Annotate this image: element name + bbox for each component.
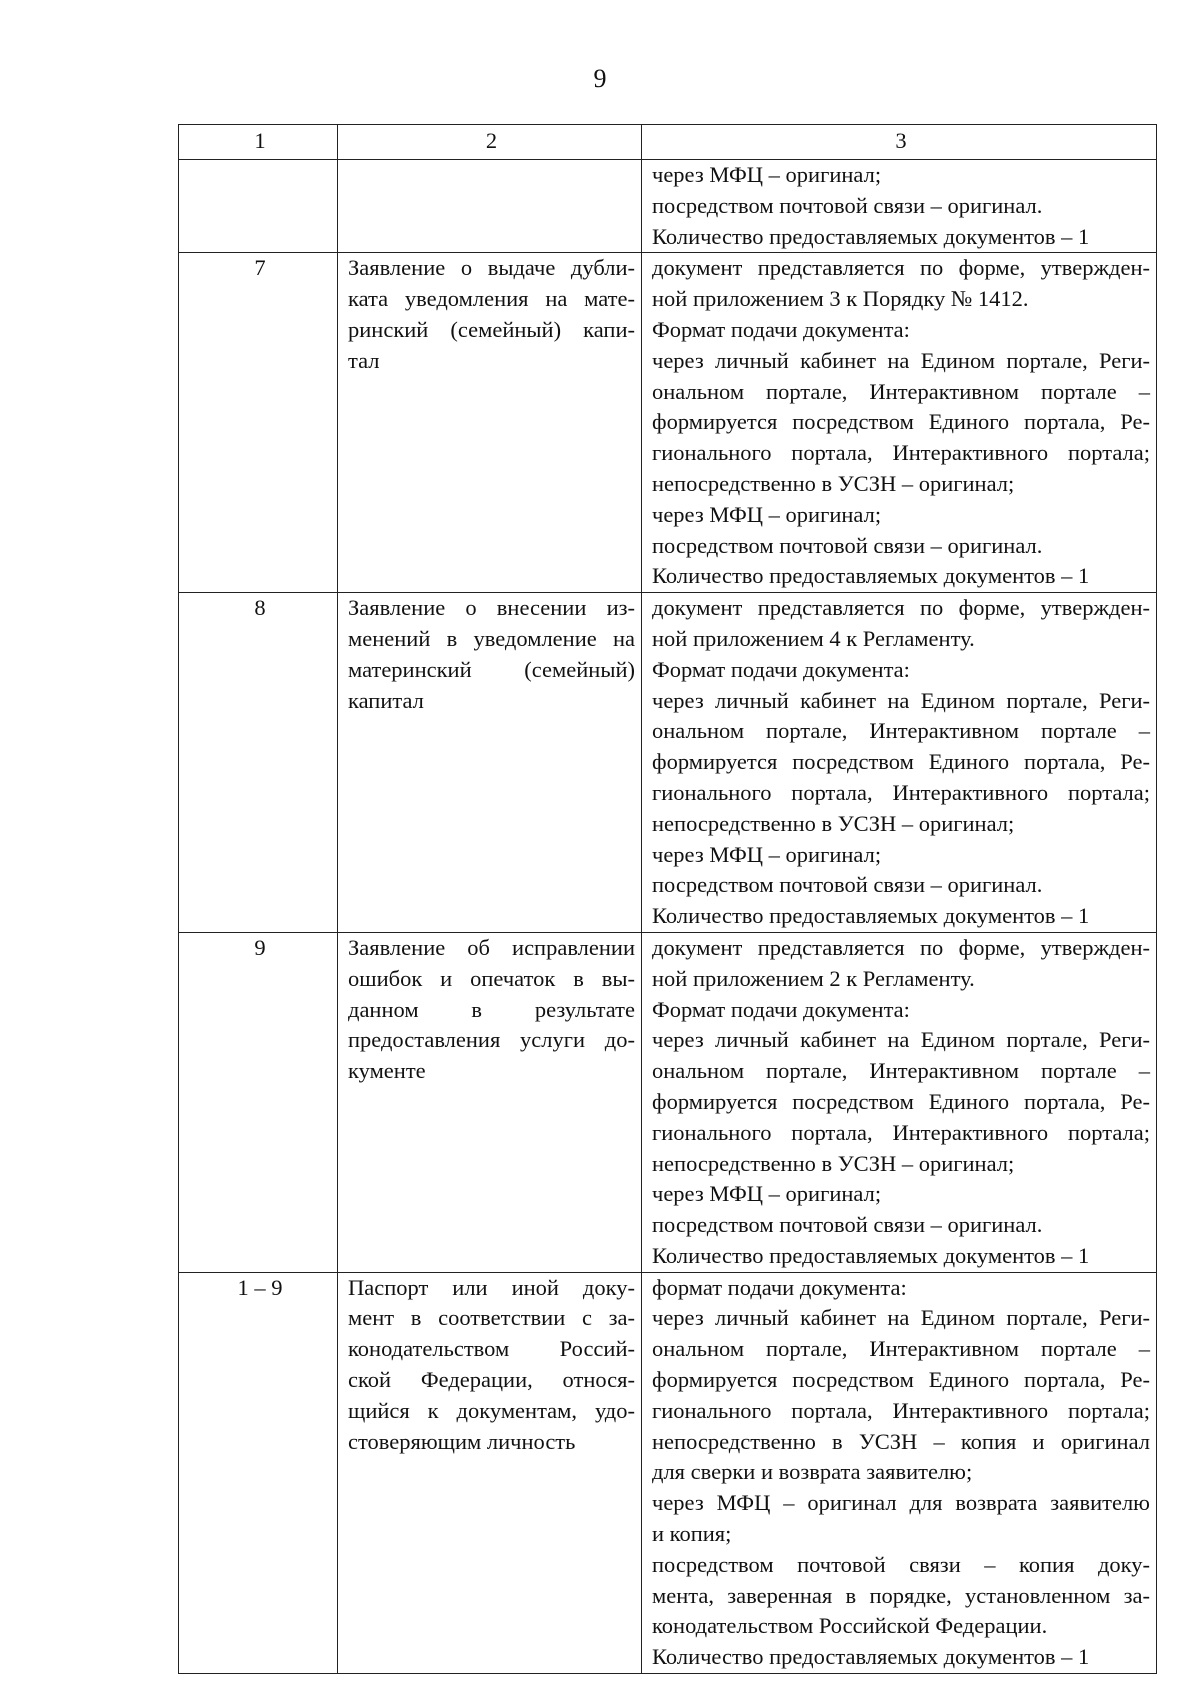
document-description-line: через МФЦ – оригинал; [652, 501, 882, 527]
document-description-line: Количество предоставляемых документов – 1 [652, 1242, 1090, 1268]
document-description-line: непосредственно в УСЗН – копия и оригинал [652, 1428, 1150, 1454]
document-name-line: ошибок и опечаток в вы- [348, 965, 635, 991]
row-number-cell: 1 – 9 [179, 1272, 338, 1673]
row-number-cell: 8 [179, 593, 338, 933]
document-description-line: ной приложением 4 к Регламенту. [652, 625, 975, 651]
document-description-line: непосредственно в УСЗН – оригинал; [652, 810, 1015, 836]
document-name-cell [338, 1272, 642, 1673]
document-description-line: посредством почтовой связи – оригинал. [652, 872, 1043, 898]
document-name-line: Заявление об исправлении [348, 934, 635, 960]
document-description-line: гионального портала, Интерактивного портала; [652, 1397, 1150, 1423]
document-description-line: посредством почтовой связи – оригинал. [652, 192, 1043, 218]
document-description-cell [642, 932, 1157, 1272]
document-description-line: и копия; [652, 1521, 732, 1547]
document-name-line: менений в уведомление на [348, 625, 635, 651]
document-description-line: Формат подачи документа: [652, 996, 910, 1022]
row-number-cell: 9 [179, 932, 338, 1272]
page-number: 9 [593, 64, 607, 93]
document-description-line: гионального портала, Интерактивного портала; [652, 440, 1150, 466]
document-description-line: ональном портале, Интерактивном портале – [652, 718, 1150, 744]
document-description-cell [642, 253, 1157, 593]
document-name-cell [338, 932, 642, 1272]
document-name-line: ката уведомления на мате- [348, 286, 635, 312]
document-description-line: мента, заверенная в порядке, установленном за- [652, 1582, 1150, 1608]
document-name-line: Заявление о выдаче дубли- [348, 255, 635, 281]
table-row [179, 593, 1157, 933]
document-name-line: капитал [348, 687, 424, 713]
document-description-cell [642, 160, 1157, 253]
document-description-line: посредством почтовой связи – оригинал. [652, 1212, 1043, 1238]
document-name-line: Заявление о внесении из- [348, 595, 635, 621]
document-name-line: стоверяющим личность [348, 1428, 576, 1454]
document-description-line: Количество предоставляемых документов – 1 [652, 903, 1090, 929]
document-name-line: данном в результате [348, 996, 635, 1022]
header-cell-2: 2 [338, 125, 642, 160]
document-description-line: формируется посредством Единого портала, Ре- [652, 409, 1150, 435]
document-description-line: конодательством Российской Федерации. [652, 1613, 1048, 1639]
document-description-line: ональном портале, Интерактивном портале – [652, 378, 1150, 404]
document-description-line: Количество предоставляемых документов – 1 [652, 563, 1090, 589]
document-description-line: ной приложением 3 к Порядку № 1412. [652, 286, 1029, 312]
document-description-line: Формат подачи документа: [652, 316, 910, 342]
document-name-cell [338, 160, 642, 253]
document-description-line: через МФЦ – оригинал; [652, 162, 882, 187]
document-name-line: предоставления услуги до- [348, 1027, 635, 1053]
document-description-line: документ представляется по форме, утвержден- [652, 934, 1150, 960]
document-name-line: мент в соответствии с за- [348, 1305, 635, 1331]
document-description-line: через личный кабинет на Едином портале, Реги- [652, 687, 1150, 713]
document-description-line: через МФЦ – оригинал; [652, 1181, 882, 1207]
document-name-line: тал [348, 347, 380, 373]
table-row [179, 160, 1157, 253]
document-name-line: ской Федерации, относя- [348, 1367, 635, 1393]
document-description-line: Количество предоставляемых документов – 1 [652, 1644, 1090, 1670]
document-name-line: ринский (семейный) капи- [348, 316, 635, 342]
document-description-line: гионального портала, Интерактивного портала; [652, 779, 1150, 805]
document-name-line: Паспорт или иной доку- [348, 1274, 635, 1300]
table-row [179, 253, 1157, 593]
document-description-line: гионального портала, Интерактивного портала; [652, 1119, 1150, 1145]
document-description-line: Количество предоставляемых документов – 1 [652, 223, 1090, 249]
document-description-line: через личный кабинет на Едином портале, Реги- [652, 1305, 1150, 1331]
document-description-line: Формат подачи документа: [652, 656, 910, 682]
document-description-line: ональном портале, Интерактивном портале – [652, 1058, 1150, 1084]
document-description-line: непосредственно в УСЗН – оригинал; [652, 1150, 1015, 1176]
document-description-line: непосредственно в УСЗН – оригинал; [652, 470, 1015, 496]
document-description-line: формируется посредством Единого портала, Ре- [652, 749, 1150, 775]
header-cell-1: 1 [179, 125, 338, 160]
table-row [179, 932, 1157, 1272]
document-name-line: конодательством Россий- [348, 1336, 635, 1362]
row-number-cell: 7 [179, 253, 338, 593]
document-description-line: через МФЦ – оригинал; [652, 841, 882, 867]
document-description-line: для сверки и возврата заявителю; [652, 1459, 973, 1485]
document-description-line: формат подачи документа: [652, 1274, 907, 1300]
document-description-line: ональном портале, Интерактивном портале – [652, 1336, 1150, 1362]
header-cell-3: 3 [642, 125, 1157, 160]
document-description-line: ной приложением 2 к Регламенту. [652, 965, 975, 991]
document-description-line: посредством почтовой связи – копия доку- [652, 1551, 1150, 1577]
document-description-line: через личный кабинет на Едином портале, Реги- [652, 347, 1150, 373]
document-name-line: щийся к документам, удо- [348, 1397, 635, 1423]
document-description-line: формируется посредством Единого портала, Ре- [652, 1367, 1150, 1393]
document-name-cell [338, 593, 642, 933]
table-header-row [179, 125, 1157, 160]
document-table [178, 124, 1157, 1674]
row-number-cell [179, 160, 338, 253]
document-name-line: кументе [348, 1058, 426, 1084]
table-body [179, 125, 1157, 1674]
document-description-line: через МФЦ – оригинал для возврата заявителю [652, 1490, 1150, 1516]
table-row [179, 1272, 1157, 1673]
document-name-cell [338, 253, 642, 593]
document-description-line: посредством почтовой связи – оригинал. [652, 532, 1043, 558]
document-description-line: через личный кабинет на Едином портале, Реги- [652, 1027, 1150, 1053]
document-description-cell [642, 593, 1157, 933]
document-description-cell [642, 1272, 1157, 1673]
document-name-line: материнский (семейный) [348, 656, 635, 682]
document-description-line: формируется посредством Единого портала, Ре- [652, 1088, 1150, 1114]
document-description-line: документ представляется по форме, утвержден- [652, 595, 1150, 621]
document-description-line: документ представляется по форме, утвержден- [652, 255, 1150, 281]
